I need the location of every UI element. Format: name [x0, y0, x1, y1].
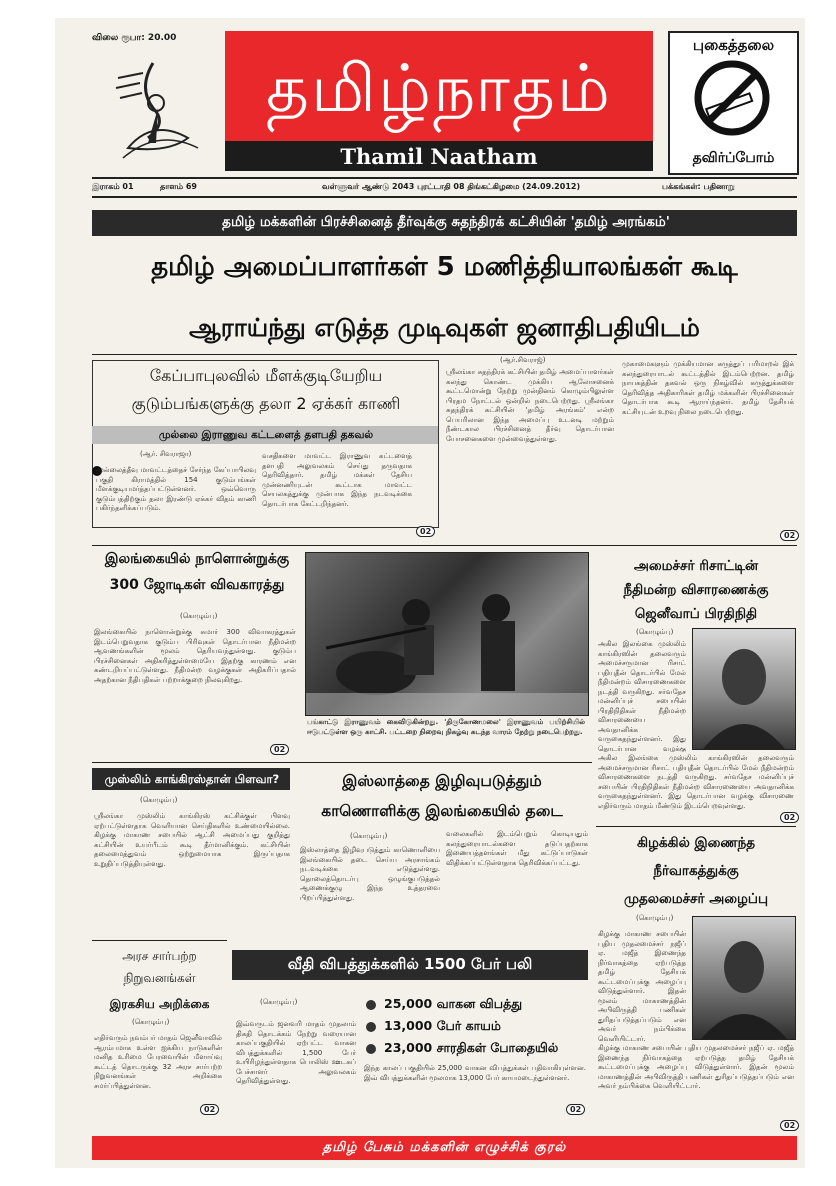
muslim-body: ஸ்ரீலங்கா முஸ்லிம் காங்கிரஸ் கட்சிக்குள் பிளவு ஏற்பட்டுள்ளதாக வெளியான செய்திகளில் உண்மையில்லை. கிழக்கு மாகாண சபையில் ஆட்சி அமைப்பது குறித்து கட்சியின் உயர்பீடம் கூடி தீர்மானிக்கும். கட்சியின் தலைமைத்துவம் ஒற்றுமையாக இருப்பதாக உறுதிப்படுத்தியுள்ளது. — [94, 812, 290, 868]
secret-continued: 02 — [200, 1104, 219, 1115]
section-rule-3 — [596, 826, 796, 827]
secret-byline: (கொழும்பு) — [132, 1018, 170, 1026]
east-body-2: கிழக்கு மாகாண சபையின் புதிய முதலமைச்சர் நஜீப் ஏ. மஜீத் இணைந்த நிர்வாகத்தை ஏற்படுத்த தமிழ் தேசியக் கூட்டமைப்புக்கு அழைப்பு விடுத்துள்ளார். இதன் மூலம் மாகாணத்தின் அபிவிருத்தி பணிகள் துரிதப்படுத்தப்படும் என அவர் நம்பிக்கை வெளியிட்டார். — [598, 1044, 794, 1090]
lead-body-2: முகாமைகளும் முக்கியமான கருத்துப் பரிமாறல் இக் கலந்துரையாடல் கூட்டத்தில் இடம்பெற்றன. தமிழ் நாயகத்தின் தகவல் ஒரு நிகழ்வில் கருத்துக்களை தெரிவித்த அதிகாரிகள் தமிழ் மக்களின் பிரச்சினைகள் தொடர்பாக கூடி ஆராய்ந்தனர். தமிழ் தேசியக் கட்சியுடன் உறவு நிலை நடைபெற்றது. — [622, 360, 794, 416]
accident-stat-3-text: 23,000 சாரதிகள் போதையில் — [384, 1040, 559, 1055]
lead-kicker: தமிழ் மக்களின் பிரச்சினைத் தீர்வுக்கு சுதந்திரக் கட்சியின் 'தமிழ் அரங்கம்' — [222, 214, 670, 230]
accident-stat-1-text: 25,000 வாகன விபத்து — [384, 996, 523, 1011]
video-body-1: இஸ்லாத்தை இழிவுபடுத்தும் காணொளியை இலங்கையில் தடை செய்ய அரசாங்கம் நடவடிக்கை எடுத்துள்ளது. தொலைத்தொடர்பு ஒழுங்குபடுத்தல் ஆணைக்குழு இந்த உத்தரவை பிறப்பித்துள்ளது. — [300, 846, 440, 902]
price-label: விலை ரூபா: 20.00 — [92, 33, 177, 43]
cases-headline-1: இலங்கையில் நாளொன்றுக்கு — [104, 551, 290, 567]
secret-headline-3: இரகசிய அறிக்கை — [109, 997, 210, 1011]
accident-headline: வீதி விபத்துக்களில் 1500 பேர் பலி — [287, 955, 533, 973]
section-rule-4 — [92, 940, 227, 941]
accident-continued: 02 — [566, 1104, 585, 1115]
issue-label: தாளம் 69 — [160, 182, 197, 191]
lead-headline-1: தமிழ் அமைப்பாளர்கள் 5 மணித்தியாலங்கள் கூடி — [151, 252, 738, 282]
land-headline-1: கேப்பாபுலவில் மீளக்குடியேறிய — [149, 366, 383, 385]
minister-headline-3: ஜெனீவாப் பிரதிநிதி — [634, 606, 758, 622]
muslim-byline: (கொழும்பு) — [140, 796, 178, 804]
accident-stat-2 — [366, 1018, 501, 1035]
no-smoking-subtitle: தவிர்ப்போம் — [692, 150, 775, 166]
cases-continued: 02 — [270, 744, 289, 755]
video-headline-1: இஸ்லாத்தை இழிவுபடுத்தும் — [342, 772, 542, 790]
east-body-1: கிழக்கு மாகாண சபையின் புதிய முதலமைச்சர் நஜீப் ஏ. மஜீத் இணைந்த நிர்வாகத்தை ஏற்படுத்த தமிழ் தேசியக் கூட்டமைப்புக்கு அழைப்பு விடுத்துள்ளார். இதன் மூலம் மாகாணத்தின் அபிவிருத்தி பணிகள் துரிதப்படுத்தப்படும் என அவர் நம்பிக்கை வெளியிட்டார். — [598, 930, 686, 1042]
no-smoking-title: புகைத்தலை — [692, 36, 775, 54]
land-body-1: முல்லைத்தீவு மாவட்டத்தைச் சேர்ந்த கேப்பாபிலவு பகுதி கிராமத்தில் 154 குடும்பங்கள் மீளக்குடியமர்த்தப்பட்டுள்ளனர். ஒவ்வொரு குடும்பத்திற்கும் தலா இரண்டு ஏக்கர் விதம் காணி பகிர்ந்தளிக்கப்படும். — [96, 466, 256, 512]
info-rule — [92, 196, 797, 198]
chief-minister-portrait — [692, 916, 796, 1040]
land-headline-2: குடும்பங்களுக்கு தலா 2 ஏக்கர் காணி — [131, 394, 401, 413]
photo-caption: பங்காட்டு இராணுவம் கைவிடுகின்றது. 'திருகோணமலை' இராணுவம் பயிற்சியில் ஈடுபட்டுள்ள ஒரு காட்சி. பட்டறை நிறைவு நிகழ்வு கடந்த வாரம் நேற்று நடைபெற்றது. — [307, 718, 585, 736]
accident-body-2: இந்த காலப் பகுதியில் 25,000 வாகன விபத்துக்கள் பதிவாகியுள்ளன. இவ் விபத்துக்களின் மூலமாக 13,000 பேர் காயமடைந்துள்ளனர். — [364, 1064, 586, 1082]
volume-label: இராகம் 01 — [92, 182, 134, 191]
video-body-2: வலைகளில் இடம்பெறும் கொடியதும் கலந்துரையாடல்களை தடுப்பதற்காக இணையத்தளங்கள் மீது கட்டுப்பாடுகள் விதிக்கப்பட்டுள்ளதாக தெரிவிக்கப்பட்டது. — [446, 830, 588, 867]
footer-slogan: தமிழ் பேசும் மக்களின் எழுச்சிக் குரல் — [322, 1140, 567, 1155]
lead-rule — [92, 354, 797, 355]
army-photo-scene — [306, 553, 588, 715]
bullet-icon — [366, 1022, 376, 1032]
land-byline: (ஆர். சிவராஜா) — [140, 450, 192, 458]
secret-body: எதிர்வரும் நவம்பர் மாதம் ஜெனீவாவில் ஆரம்பமாக உள்ள ஐக்கிய நாடுகளின் மனித உரிமை பேரவையின் மீளாய்வு கூட்டத் தொடருக்கு 32 அரச சார்பற்ற நிறுவனங்கள் அறிக்கை சமர்ப்பித்துள்ளன. — [94, 1034, 222, 1090]
accident-body-1: இவ்வருடம் ஜனவரி மாதம் முதலாம் திகதி தொடக்கம் நேற்று வரையான காலப்பகுதியில் ஏற்பட்ட வாகன விபத்துக்களில் 1,500 பேர் உயிரிழந்துள்ளதாக பொலிஸ் ஊடகப் பேச்சாளர் அலுவலகம் தெரிவித்துள்ளது. — [236, 1020, 356, 1085]
minister-portrait — [692, 628, 796, 750]
newspaper-title: தமிழ்நாதம் — [266, 50, 612, 127]
accident-byline: (கொழும்பு) — [260, 998, 298, 1006]
minister-byline: (கொழும்பு) — [636, 628, 674, 636]
army-photo — [305, 552, 589, 716]
video-byline: (கொழும்பு) — [350, 832, 388, 840]
cases-body: இலங்கையில் நாளொன்றுக்கு சுமார் 300 விவாகரத்துகள் இடம்பெறுவதாக குடும்ப பிரிவுகள் தொடர்பான நீதிமன்ற ஆவணங்களின் மூலம் தெரியவந்துள்ளது. குடும்ப பிரச்சினைகள் அதிகரித்துள்ளமையே இதற்கு காரணம் என கண்டறியப்பட்டுள்ளது. நீதிமன்ற வழக்குகள் அதிகரிப்பதால் அதற்கான நீதிபதிகள் பற்றாக்குறை நிலவுகிறது. — [94, 628, 296, 684]
east-headline-1: கிழக்கில் இணைந்த — [636, 835, 756, 851]
minister-portrait-figure — [693, 629, 795, 749]
no-smoking-icon — [692, 58, 772, 138]
top-rule — [92, 177, 797, 179]
bullet-icon — [366, 1044, 376, 1054]
east-continued: 02 — [780, 1120, 799, 1131]
secret-headline-1: அரச சார்பற்ற — [122, 949, 197, 963]
minister-body-1: அகில இலங்கை முஸ்லிம் காங்கிரஸின் தலைவரும் அமைச்சருமான ரிசாட் பதியுதீன் தொடர்பில் மேல் நீதிமன்றம் விசாரணைகளை நடத்தி வருகிறது. சர்வதேச மன்னிப்புச் சபையின் பிரதிநிதிகள் நீதிமன்ற விசாரணையை அவதானிக்க வருகைதந்துள்ளனர். இது தொடர்பான வழக்கு — [598, 640, 686, 752]
land-body-2: வசதிகளை மாவட்ட இராணுவ கட்டளைத் தளபதி அலுவலகம் செய்து தருவதாக தெரிவித்தார். தமிழ் மக்கள் தேசிய முன்னணியுடன் கூட்டாக மாவட்ட செயலகத்துக்கு முன்பாக இந்த நடவடிக்கை தொடர்பாக கேட்டறிந்தனர். — [262, 452, 412, 508]
video-headline-2: காணொளிக்கு இலங்கையில் தடை — [321, 802, 563, 820]
bullet-icon — [366, 1000, 376, 1010]
lead-body-1: ஸ்ரீலங்கா சுதந்திரக் கட்சியின் தமிழ் அமைப்பாளர்கள் கலந்து கொண்ட முக்கிய ஆலோசனைக் கூட்டமொன்று நேற்று முன்தினம் கொழும்பிலுள்ள பிரதம நோட்டல் ஒன்றில் நடைபெற்றது. ஸ்ரீலங்கா சுதந்திரக் கட்சியின் 'தமிழ் அரங்கம்' என்ற பெயரிலான இந்த அமைப்பு உடனடி மற்றும் நீண்டகால பிரச்சினைத் தீர்வு தொடர்பான யோசனைகளை முன்வைத்துள்ளது. — [446, 368, 614, 443]
lead-continued: 02 — [780, 530, 799, 541]
east-headline-2: நீர்வாகத்துக்கு — [653, 863, 739, 879]
accident-stat-1 — [366, 996, 522, 1013]
minister-continued: 02 — [780, 812, 799, 823]
minister-headline-2: நீதிமன்ற விசாரணைக்கு — [623, 582, 769, 598]
east-byline: (கொழும்பு) — [636, 914, 674, 922]
muslim-headline: முஸ்லிம் காங்கிரஸ்தான் பிளவா? — [104, 772, 280, 786]
accident-stat-3 — [366, 1040, 558, 1057]
minister-headline-1: அமைச்சர் ரிசாட்டின் — [633, 558, 759, 574]
land-continued: 02 — [416, 526, 435, 537]
section-rule-1 — [92, 545, 797, 546]
east-headline-3: முதலமைச்சர் அழைப்பு — [623, 891, 769, 907]
cases-byline: (கொழும்பு) — [180, 612, 218, 620]
newspaper-title-english: Thamil Naatham — [340, 144, 538, 169]
accident-stat-2-text: 13,000 பேர் காயம் — [384, 1018, 501, 1033]
pages-label: பக்கங்கள்: பதினாறு — [662, 182, 735, 191]
music-pen-logo — [98, 48, 208, 168]
cases-headline-2: 300 ஜோடிகள் விவகாரத்து — [109, 577, 285, 593]
secret-headline-2: நிறுவனங்கள் — [123, 971, 196, 985]
minister-body-2: அகில இலங்கை முஸ்லிம் காங்கிரஸின் தலைவரும் அமைச்சருமான ரிசாட் பதியுதீன் தொடர்பில் மேல் நீதிமன்றம் விசாரணைகளை நடத்தி வருகிறது. சர்வதேச மன்னிப்புச் சபையின் பிரதிநிதிகள் நீதிமன்ற விசாரணையை அவதானிக்க வருகைதந்துள்ளனர். இது தொடர்பான வழக்கு விசாரணை எதிர்வரும் மாதம் மீண்டும் இடம்பெறவுள்ளது. — [598, 754, 794, 810]
section-rule-2 — [92, 762, 592, 763]
lead-headline-2: ஆராய்ந்து எடுத்த முடிவுகள் ஜனாதிபதியிடம் — [189, 313, 700, 342]
chief-minister-portrait-figure — [693, 917, 795, 1039]
date-label: வள்ளுவர் ஆண்டு 2043 புரட்டாதி 08 திங்கட்கிழமை (24.09.2012) — [322, 182, 581, 191]
land-subhead: முல்லை இராணுவ கட்டளைத் தளபதி தகவல் — [158, 429, 374, 441]
lead-byline: (ஆர்.சிவராஜ்) — [500, 356, 546, 364]
